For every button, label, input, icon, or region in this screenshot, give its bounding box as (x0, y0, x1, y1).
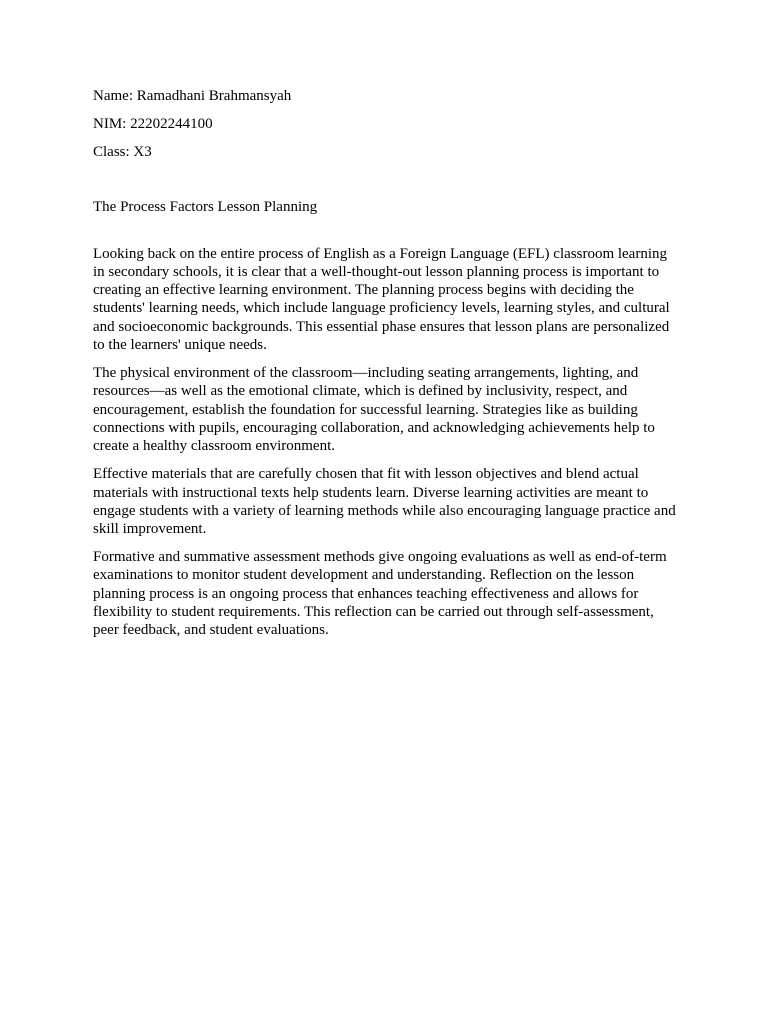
paragraph-materials-activities: Effective materials that are carefully chosen that fit with lesson objectives and blend actual materials with instructional texts help students learn. Diverse learning activities are meant to engage students with a variety of learning methods while also encouraging language practice and skill improvement. (93, 466, 676, 538)
student-nim-line: NIM: 22202244100 (93, 115, 213, 132)
student-name-line: Name: Ramadhani Brahmansyah (93, 88, 292, 104)
paragraph-classroom-environment: The physical environment of the classroom—including seating arrangements, lighting, and resources—as well as the emotional climate, which is defined by inclusivity, respect, and encouragement, establish the foundation for successful learning. Strategies like as building connections with pupils, encouraging collaboration, and acknowledging achievements help to create a healthy classroom environment. (93, 365, 655, 455)
paragraph-learning-needs: Looking back on the entire process of English as a Foreign Language (EFL) classroom learning in secondary schools, it is clear that a well-thought-out lesson planning process is important to creating an effective learning environment. The planning process begins with deciding the students' learning needs, which include language proficiency levels, learning styles, and cultural and socioeconomic backgrounds. This essential phase ensures that lesson plans are personalized to the learners' unique needs. (93, 245, 670, 354)
document-content (93, 87, 677, 649)
document-body (93, 245, 677, 640)
student-class-line: Class: X3 (93, 143, 152, 160)
document-title: The Process Factors Lesson Planning (93, 199, 318, 216)
paragraph-assessment-reflection: Formative and summative assessment methods give ongoing evaluations as well as end-of-term examinations to monitor student development and understanding. Reflection on the lesson planning process is an ongoing process that enhances teaching effectiveness and allows for flexibility to student requirements. This reflection can be carried out through self-assessment, peer feedback, and student evaluations. (93, 549, 667, 639)
